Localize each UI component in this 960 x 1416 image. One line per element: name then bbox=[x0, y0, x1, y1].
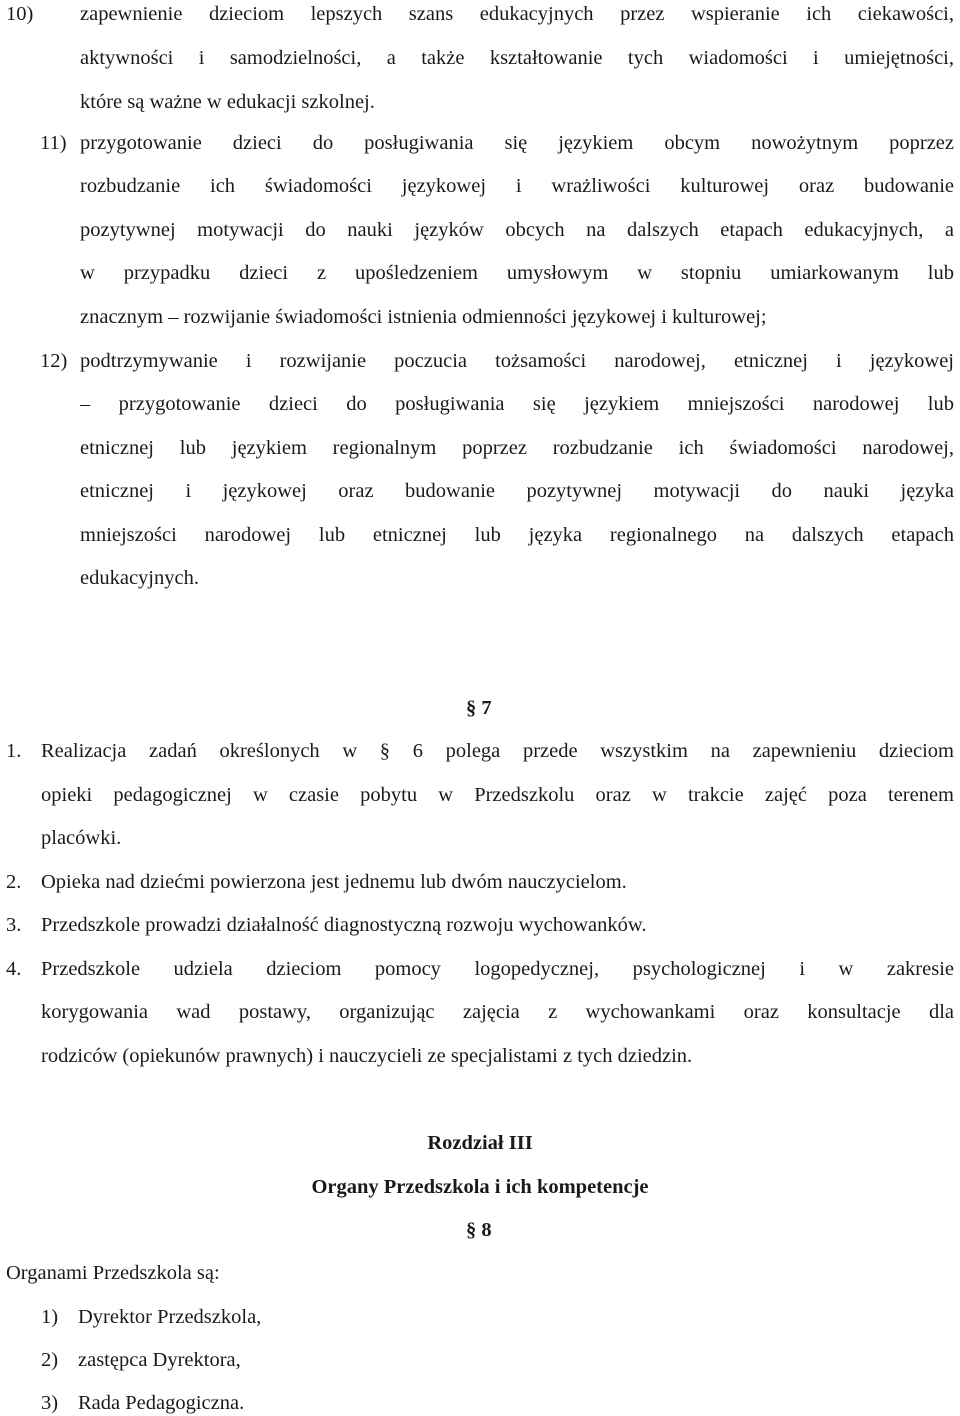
list-item-text-line: rodziców (opiekunów prawnych) i nauczycieli ze specjalistami z tych dziedzin. bbox=[41, 1045, 693, 1067]
list-item-label: zastępca Dyrektora, bbox=[78, 1349, 241, 1371]
chapter-title: Rozdział III bbox=[427, 1132, 533, 1154]
list-item-text-line: zapewnienie dzieciom lepszych szans edukacyjnych przez wspieranie ich ciekawości, bbox=[80, 3, 954, 25]
list-item-text-line: podtrzymywanie i rozwijanie poczucia tożsamości narodowej, etnicznej i językowej bbox=[80, 350, 954, 372]
list-item-text-line: Przedszkole udziela dzieciom pomocy logopedycznej, psychologicznej i w zakresie bbox=[41, 958, 954, 980]
section-7-heading: § 7 bbox=[466, 697, 492, 719]
list-item-text-line: placówki. bbox=[41, 827, 122, 849]
list-item-label: Rada Pedagogiczna. bbox=[78, 1392, 245, 1414]
list-item-text-line: Realizacja zadań określonych w § 6 polega przede wszystkim na zapewnieniu dzieciom bbox=[41, 740, 954, 762]
list-item-text-line: korygowania wad postawy, organizując zajęcia z wychowankami oraz konsultacje dla bbox=[41, 1001, 954, 1023]
list-item-text-line: które są ważne w edukacji szkolnej. bbox=[80, 91, 375, 113]
list-item-number: 2) bbox=[41, 1349, 59, 1371]
list-item-number: 1) bbox=[41, 1306, 59, 1328]
list-item-text-line: etnicznej i językowej oraz budowanie pozytywnej motywacji do nauki języka bbox=[80, 480, 954, 502]
list-item-text-line: opieki pedagogicznej w czasie pobytu w Przedszkolu oraz w trakcie zajęć poza terenem bbox=[41, 784, 954, 806]
list-item-text-line: Przedszkole prowadzi działalność diagnostyczną rozwoju wychowanków. bbox=[41, 914, 647, 936]
list-item-text-line: przygotowanie dzieci do posługiwania się językiem obcym nowożytnym poprzez bbox=[80, 132, 954, 154]
list-item-number: 10) bbox=[6, 3, 34, 25]
section-8-heading: § 8 bbox=[466, 1219, 492, 1241]
list-item-number: 4. bbox=[6, 958, 22, 980]
list-item-text-line: rozbudzanie ich świadomości językowej i wrażliwości kulturowej oraz budowanie bbox=[80, 175, 954, 197]
list-item-number: 3) bbox=[41, 1392, 59, 1414]
list-item-number: 11) bbox=[40, 132, 67, 154]
list-item-text-line: mniejszości narodowej lub etnicznej lub języka regionalnego na dalszych etapach bbox=[80, 524, 954, 546]
list-item-text-line: edukacyjnych. bbox=[80, 567, 199, 589]
list-item-text-line: aktywności i samodzielności, a także kształtowanie tych wiadomości i umiejętności, bbox=[80, 47, 954, 69]
list-item-text-line: pozytywnej motywacji do nauki języków obcych na dalszych etapach edukacyjnych, a bbox=[80, 219, 954, 241]
list-item-label: Dyrektor Przedszkola, bbox=[78, 1306, 262, 1328]
list-item-number: 2. bbox=[6, 871, 22, 893]
list-item-text-line: etnicznej lub językiem regionalnym poprzez rozbudzanie ich świadomości narodowej, bbox=[80, 437, 954, 459]
list-item-text-line: – przygotowanie dzieci do posługiwania się językiem mniejszości narodowej lub bbox=[80, 393, 954, 415]
list-item-number: 3. bbox=[6, 914, 22, 936]
list-item-text-line: Opieka nad dziećmi powierzona jest jednemu lub dwóm nauczycielom. bbox=[41, 871, 627, 893]
organs-intro: Organami Przedszkola są: bbox=[6, 1262, 220, 1284]
list-item-number: 12) bbox=[40, 350, 68, 372]
list-item-text-line: znacznym – rozwijanie świadomości istnienia odmienności językowej i kulturowej; bbox=[80, 306, 767, 328]
chapter-subtitle: Organy Przedszkola i ich kompetencje bbox=[311, 1176, 649, 1198]
list-item-number: 1. bbox=[6, 740, 22, 762]
list-item-text-line: w przypadku dzieci z upośledzeniem umysłowym w stopniu umiarkowanym lub bbox=[80, 262, 954, 284]
